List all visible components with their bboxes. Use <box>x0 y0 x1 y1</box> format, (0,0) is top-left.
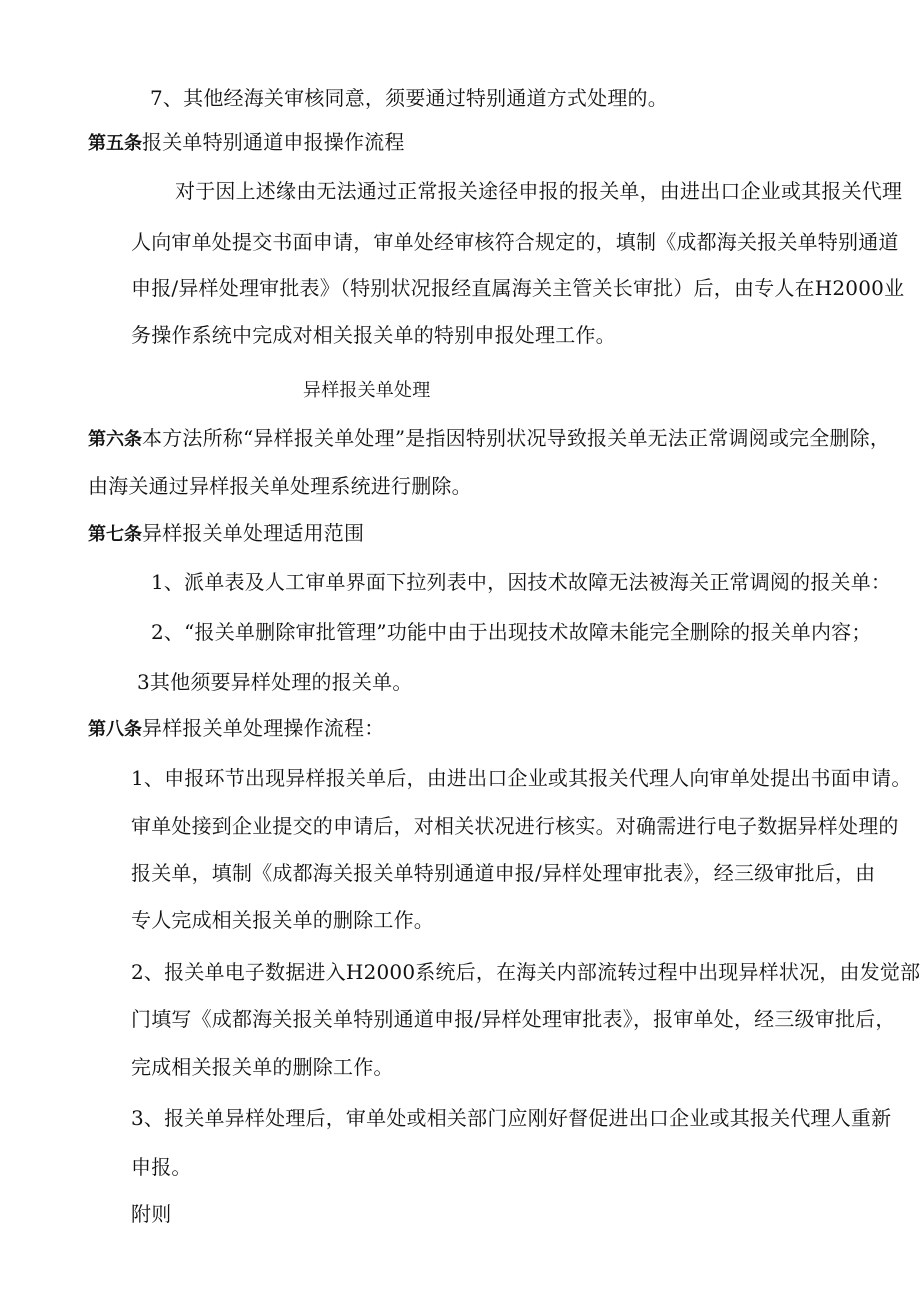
article-8-item-2-line: 2、报关单电子数据进入H2000系统后，在海关内部流转过程中出现异样状况，由发觉部 <box>131 960 920 984</box>
article-6-text: 本方法所称“异样报关单处理”是指因特别状况导致报关单无法正常调阅或完全删除， <box>142 426 891 450</box>
article-6-line: 由海关通过异样报关单处理系统进行删除。 <box>88 474 472 498</box>
article-7-item: 1、派单表及人工审单界面下拉列表中，因技术故障无法被海关正常调阅的报关单： <box>151 570 892 594</box>
article-8-item-1-line: 专人完成相关报关单的删除工作。 <box>131 908 434 932</box>
article-6-line <box>88 424 890 454</box>
article-8-heading <box>88 714 384 744</box>
article-8-item-1-line: 1、申报环节出现异样报关单后，由进出口企业或其报关代理人向审单处提出书面申请。 <box>131 766 912 790</box>
article-8-item-3-line: 3、报关单异样处理后，审单处或相关部门应刚好督促进出口企业或其报关代理人重新 <box>131 1106 892 1130</box>
section-heading: 异样报关单处理 <box>303 380 431 401</box>
article-5-para-line: 人向审单处提交书面申请，审单处经审核符合规定的，填制《成都海关报关单特别通道 <box>131 230 899 254</box>
article-7-label: 第七条 <box>88 524 142 545</box>
item-7: 7、其他经海关审核同意，须要通过特别通道方式处理的。 <box>150 86 668 110</box>
article-5-heading <box>88 128 405 158</box>
article-7-title: 异样报关单处理适用范围 <box>142 521 365 545</box>
article-7-item: 3其他须要异样处理的报关单。 <box>137 670 413 694</box>
article-8-item-1-line: 报关单，填制《成都海关报关单特别通道申报/异样处理审批表》，经三级审批后，由 <box>131 861 876 885</box>
article-8-item-3-line: 申报。 <box>131 1155 192 1179</box>
article-5-label: 第五条 <box>88 133 142 154</box>
article-8-label: 第八条 <box>88 719 142 740</box>
article-5-para-line: 务操作系统中完成对相关报关单的特别申报处理工作。 <box>131 323 616 347</box>
article-5-para-line: 申报/异样处理审批表》（特别状况报经直属海关主管关长审批）后，由专人在H2000业 <box>131 276 905 300</box>
article-8-item-2-line: 完成相关报关单的删除工作。 <box>131 1055 394 1079</box>
article-5-para-line: 对于因上述缘由无法通过正常报关途径申报的报关单，由进出口企业或其报关代理 <box>175 179 903 203</box>
article-8-item-2-line: 门填写《成都海关报关单特别通道申报/异样处理审批表》，报审单处，经三级审批后， <box>131 1007 896 1031</box>
article-6-label: 第六条 <box>88 429 142 450</box>
article-8-item-1-line: 审单处接到企业提交的申请后，对相关状况进行核实。对确需进行电子数据异样处理的 <box>131 814 899 838</box>
article-8-title: 异样报关单处理操作流程： <box>142 716 385 740</box>
article-7-item: 2、“报关单删除审批管理”功能中由于出现技术故障未能完全删除的报关单内容； <box>151 620 872 644</box>
article-5-title: 报关单特别通道申报操作流程 <box>142 130 405 154</box>
article-7-heading <box>88 519 364 549</box>
appendix-heading: 附则 <box>131 1202 172 1226</box>
